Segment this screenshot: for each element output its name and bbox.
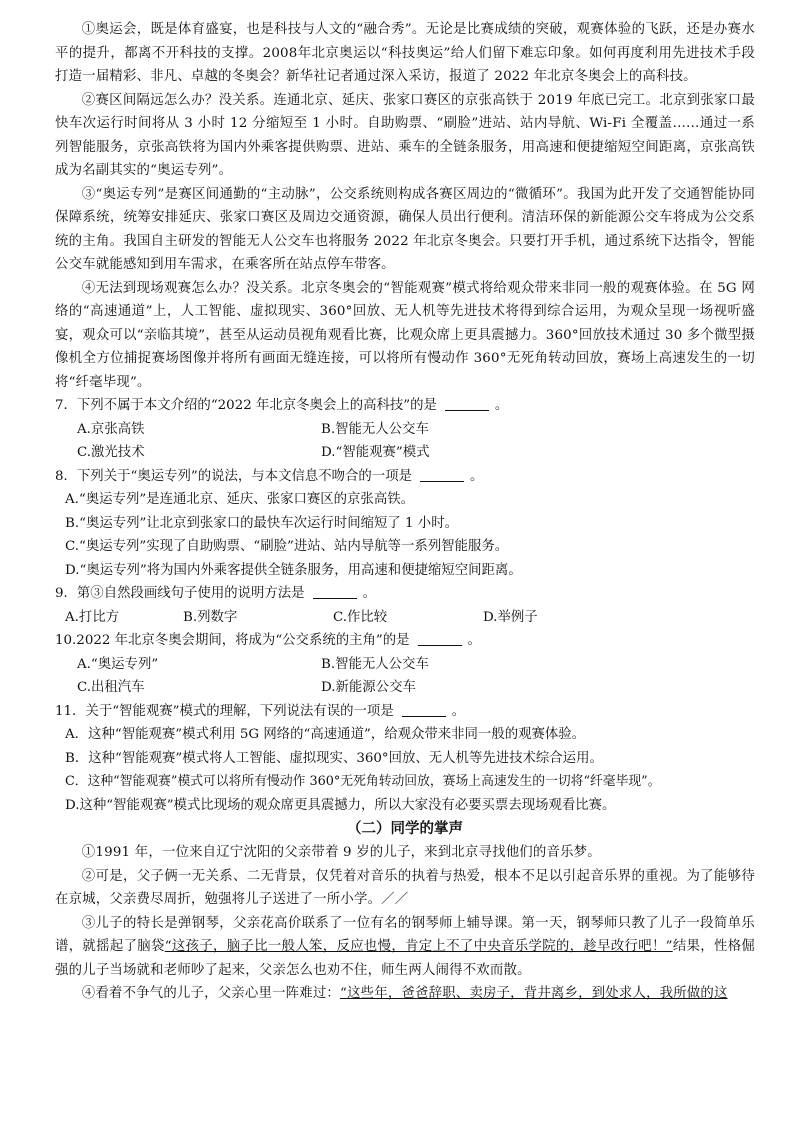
option-d[interactable]: D.“奥运专列”将为国内外乘客提供全链条服务，用高速和便捷缩短空间距离。 xyxy=(65,562,522,578)
option-d[interactable]: D.这种“智能观赛”模式比现场的观众席更具震撼力，所以大家没有必要买票去现场观看比赛。 xyxy=(65,797,616,813)
question-10-options-row-1 xyxy=(55,653,755,677)
option-d[interactable]: D.举例子 xyxy=(483,609,538,625)
option-a[interactable]: A.京张高铁 xyxy=(77,421,145,437)
underlined-sentence: “这孩子，脑子比一般人笨，反应也慢，肯定上不了中央音乐学院的，趁早改行吧！” xyxy=(164,939,673,954)
exam-page xyxy=(55,18,755,1006)
story-paragraph-3 xyxy=(55,912,755,983)
passage-paragraph-4: ④无法到现场观赛怎么办？没关系。北京冬奥会的“智能观赛”模式将给观众带来非同一般的观赛体验。在 5G 网络的“高速通道”上，人工智能、虚拟现实、360°回放、无人机等先进技术将得到综合运用，为观众呈现一场视听盛宴，观众可以“亲临其境”，甚至从运动员视角观看比赛，比观众席上更具震撼力。360°回放技术通过 30 多个微型摄像机全方位捕捉赛场图像并将所有画面无缝连接，可以将所有慢动作 360°无死角转动回放，赛场上高速发生的一切将“纤毫毕现”。 xyxy=(55,280,755,390)
question-stem: 9．第③自然段画线句子使用的说明方法是 xyxy=(55,586,305,601)
answer-blank[interactable] xyxy=(402,703,446,717)
option-a[interactable]: A.“奥运专列” xyxy=(77,656,159,672)
story-paragraph-1: ①1991 年，一位来自辽宁沈阳的父亲带着 9 岁的儿子，来到北京寻找他们的音乐梦。 xyxy=(81,845,601,860)
question-stem: 10.2022 年北京冬奥会期间，将成为“公交系统的主角”的是 xyxy=(55,633,410,648)
question-9-options xyxy=(55,606,755,630)
option-b[interactable]: B.智能无人公交车 xyxy=(321,656,429,672)
section-title: （二）同学的掌声 xyxy=(347,820,463,837)
story-text: 结果，性格倔强的儿子当场就和老师吵了起来，父亲怎么也劝不住，师生两人闹得不欢而散。 xyxy=(55,939,755,978)
question-7-options-row-1 xyxy=(55,418,755,442)
passage-paragraph-3: ③“奥运专列”是赛区间通勤的“主动脉”，公交系统则构成各赛区周边的“微循环”。我国为此开发了交通智能协同保障系统，统筹安排延庆、张家口赛区及周边交通资源，确保人员出行便利。清洁环保的新能源公交车将成为公交系统的主角。我国自主研发的智能无人公交车也将服务 2022 年北京冬奥会。只要打开手机，通过系统下达指令，智能公交车就能感知到用车需求，在乘客所在站点停车带客。 xyxy=(55,186,755,272)
story-text: ③儿子的特长是弹钢琴，父亲花高价联系了一位有名的钢琴师上辅导课。第一天，钢琴师只教了儿子一段简单乐谱，就摇起了脑袋 xyxy=(55,915,755,954)
story-paragraph-2: ②可是，父子俩一无关系、二无背景，仅凭着对音乐的执着与热爱，根本不足以引起音乐界的重视。为了能够待在京城，父亲费尽周折，勉强将儿子送进了一所小学。／／ xyxy=(55,868,755,907)
option-a[interactable]: A.打比方 xyxy=(65,609,120,625)
underlined-sentence: “这些年，爸爸辞职、卖房子，背井离乡，到处求人，我所做的这 xyxy=(340,986,728,1001)
story-text: ④看着不争气的儿子，父亲心里一阵难过： xyxy=(81,986,341,1001)
option-d[interactable]: D.“智能观赛”模式 xyxy=(321,445,430,460)
question-7-options-row-2 xyxy=(55,441,755,465)
option-c[interactable]: C.“奥运专列”实现了自助购票、“刷脸”进站、站内导航等一系列智能服务。 xyxy=(65,539,509,554)
option-b[interactable]: B.列数字 xyxy=(183,609,238,625)
option-a[interactable]: A.“奥运专列”是连通北京、延庆、张家口赛区的京张高铁。 xyxy=(65,492,414,507)
story-paragraph-4 xyxy=(55,982,755,1006)
option-c[interactable]: C．这种“智能观赛”模式可以将所有慢动作 360°无死角转动回放，赛场上高速发生的一切将“纤毫毕现”。 xyxy=(65,774,661,789)
question-9: 9．第③自然段画线句子使用的说明方法是 。 xyxy=(55,586,376,601)
question-7: 7．下列不属于本文介绍的“2022 年北京冬奥会上的高科技”的是 。 xyxy=(55,398,509,413)
question-stem: 11．关于“智能观赛”模式的理解，下列说法有误的一项是 xyxy=(55,703,394,719)
option-b[interactable]: B．这种“智能观赛”模式将人工智能、虚拟现实、360°回放、无人机等先进技术综合运用。 xyxy=(65,750,603,766)
answer-blank[interactable] xyxy=(420,468,464,482)
answer-blank[interactable] xyxy=(445,397,489,411)
option-b[interactable]: B.智能无人公交车 xyxy=(321,421,429,437)
option-c[interactable]: C.激光技术 xyxy=(77,445,145,460)
option-a[interactable]: A．这种“智能观赛”模式利用 5G 网络的“高速通道”，给观众带来非同一般的观赛体验。 xyxy=(65,727,586,742)
question-10-options-row-2 xyxy=(55,676,755,700)
option-c[interactable]: C.作比较 xyxy=(333,609,388,625)
option-d[interactable]: D.新能源公交车 xyxy=(321,680,416,695)
question-11: 11．关于“智能观赛”模式的理解，下列说法有误的一项是 。 xyxy=(55,703,466,719)
question-8: 8．下列关于“奥运专列”的说法，与本文信息不吻合的一项是 。 xyxy=(55,468,484,484)
option-c[interactable]: C.出租汽车 xyxy=(77,680,145,695)
answer-blank[interactable] xyxy=(418,632,462,646)
passage-paragraph-2: ②赛区间隔远怎么办？没关系。连通北京、延庆、张家口赛区的京张高铁于 2019 年底已完工。北京到张家口最快车次运行时间将从 3 小时 12 分缩短至 1 小时。自助购票、“刷脸”进站、站内导航、Wi-Fi 全覆盖……通过一系列智能服务，京张高铁将为国内外乘客提供购票、进站、乘车的全链条服务，用高速和便捷缩短空间距离，京张高铁成为名副其实的“奥运专列”。 xyxy=(55,92,755,178)
option-b[interactable]: B.“奥运专列”让北京到张家口的最快车次运行时间缩短了 1 小时。 xyxy=(65,515,458,531)
passage-paragraph-1: ①奥运会，既是体育盛宴，也是科技与人文的“融合秀”。无论是比赛成绩的突破，观赛体验的飞跃，还是办赛水平的提升，都离不开科技的支撑。2008年北京奥运以“科技奥运”给人们留下难忘印象。如何再度利用先进技术手段打造一届精彩、非凡、卓越的冬奥会？新华社记者通过深入采访，报道了 2022 年北京冬奥会上的高科技。 xyxy=(55,22,755,84)
question-stem: 8．下列关于“奥运专列”的说法，与本文信息不吻合的一项是 xyxy=(55,468,412,484)
question-10: 10.2022 年北京冬奥会期间，将成为“公交系统的主角”的是 。 xyxy=(55,633,481,648)
question-stem: 7．下列不属于本文介绍的“2022 年北京冬奥会上的高科技”的是 xyxy=(55,398,437,413)
answer-blank[interactable] xyxy=(313,585,357,599)
